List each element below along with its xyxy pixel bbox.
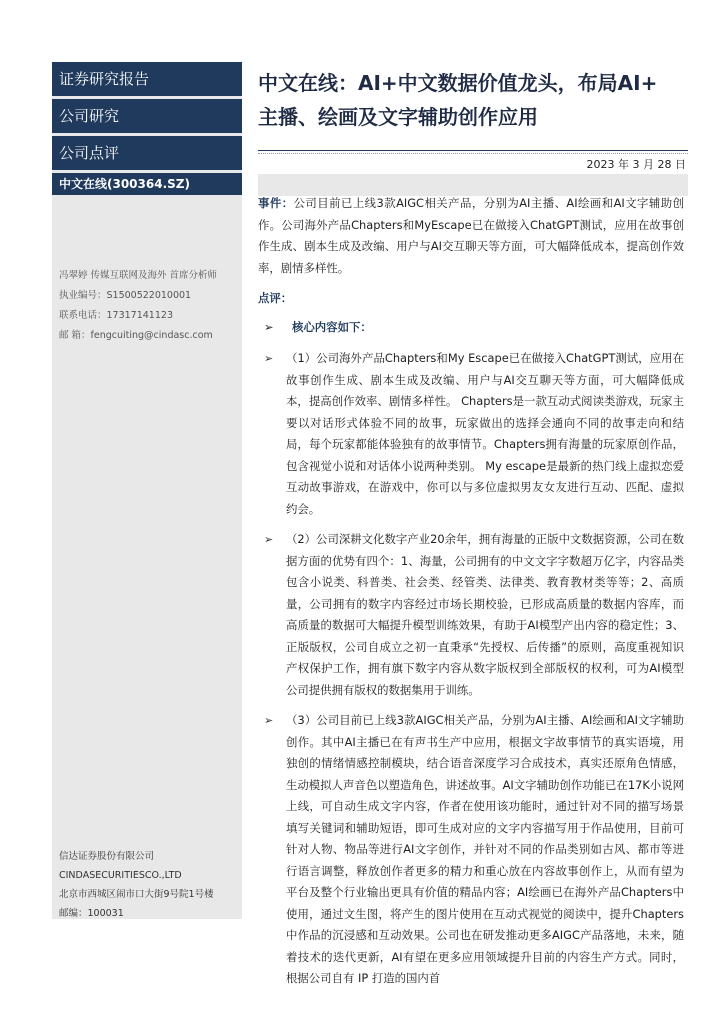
list-item: [258, 529, 684, 701]
list-item: [258, 710, 684, 990]
company-name-cn: 信达证券股份有限公司: [59, 851, 155, 862]
bullet-arrow-icon: ➢: [264, 714, 274, 727]
core-content-heading: [258, 317, 684, 339]
report-body: [258, 193, 684, 990]
bullet-arrow-icon: ➢: [264, 319, 274, 334]
category-label: 公司研究: [52, 99, 242, 133]
company-info: [59, 847, 239, 923]
analyst-name: 冯翠婷 传媒互联网及海外 首席分析师: [59, 270, 218, 281]
title-divider-dotted: [258, 153, 688, 154]
event-label: 事件：: [258, 196, 294, 210]
analyst-license: 执业编号：S1500522010001: [59, 290, 192, 301]
report-date: 2023 年 3 月 28 日: [586, 158, 686, 171]
list-item-text: （1）公司海外产品Chapters和My Escape已在做接入ChatGPT测试，应用在故事创作生成、剧本生成及改编、用户与AI交互聊天等方面，可大幅降低成本，提高创作效率、剧情多样性。 Chapters是一款互动式阅读类游戏，玩家主要以对话形式体验不同的故事，玩家做出的选择会通向不同的故事走向和结局，每个玩家都能体验独有的故事情节。Chapters拥有海量的玩家原创作品，包含视觉小说和对话体小说两种类别。 My escape是最新的热门线上虚拟恋爱互动故事游戏，在游戏中，你可以与多位虚拟男友女友进行互动、匹配、虚拟约会。: [286, 351, 684, 516]
company-postcode: 邮编：100031: [59, 908, 124, 919]
title-line-1: 中文在线：AI+中文数据价值龙头，布局AI+: [258, 71, 658, 95]
analyst-phone: 联系电话：17317141123: [59, 310, 173, 321]
title-divider: [258, 150, 688, 151]
bullet-arrow-icon: ➢: [264, 352, 274, 365]
bullet-arrow-icon: ➢: [264, 533, 274, 546]
page-title: [258, 66, 698, 134]
sidebar: [52, 62, 242, 919]
analyst-email[interactable]: 邮 箱：fengcuiting@cindasc.com: [59, 330, 213, 341]
report-type-label: 证券研究报告: [52, 62, 242, 96]
stock-code: 中文在线(300364.SZ): [52, 173, 242, 195]
list-item: [258, 348, 684, 520]
list-item-text: （2）公司深耕文化数字产业20余年，拥有海量的正版中文数据资源，公司在数据方面的优势有四个：1、海量，公司拥有的中文文字字数超万亿字，内容品类包含小说类、科普类、社会类、经管类、法律类、教育教材类等等；2、高质量，公司拥有的数字内容经过市场长期校验，已形成高质量的数据内容库，而高质量的数据可大幅提升模型训练效果，有助于AI模型产出内容的稳定性；3、正版版权，公司自成立之初一直秉承“先授权、后传播”的原则，高度重视知识产权保护工作，拥有旗下数字内容从数字版权到全部版权的权利，可为AI模型公司提供拥有版权的数据集用于训练。: [286, 532, 684, 697]
core-content-label: 核心内容如下：: [292, 319, 372, 334]
title-line-2: 主播、绘画及文字辅助创作应用: [258, 105, 538, 129]
comment-heading: [258, 288, 684, 310]
event-text: 公司目前已上线3款AIGC相关产品，分别为AI主播、AI绘画和AI文字辅助创作。公司海外产品Chapters和MyEscape已在做接入ChatGPT测试，应用在故事创作生成、剧本生成及改编、用户与AI交互聊天等方面，可大幅降低成本，提高创作效率，剧情多样性。: [258, 196, 684, 275]
event-paragraph: [258, 193, 684, 279]
analyst-info: [59, 266, 239, 346]
company-name-en: CINDASECURITIESCO.,LTD: [59, 870, 182, 881]
list-item-text: （3）公司目前已上线3款AIGC相关产品，分别为AI主播、AI绘画和AI文字辅助创作。其中AI主播已在有声书生产中应用，根据文字故事情节的真实语境，用独创的情绪情感控制模块，结合语音深度学习合成技术，真实还原角色情感，生动模拟人声音色以塑造角色，讲述故事。AI文字辅助创作功能已在17K小说网上线，可自动生成文字内容，作者在使用该功能时，通过针对不同的描写场景填写关键词和辅助短语，即可生成对应的文字内容描写用于作品使用，目前可针对人物、物品等进行AI文字创作，并针对不同的作品类别如古风、都市等进行语言调整，释放创作者更多的精力和重心放在内容故事创作上，从而有望为平台及整个行业输出更具有价值的精品内容；AI绘画已在海外产品Chapters中使用，通过文生图，将产生的图片使用在互动式视觉的阅读中，提升Chapters中作品的沉浸感和互动效果。公司也在研发推动更多AIGC产品落地，未来，随着技术的迭代更新，AI有望在更多应用领域提升目前的内容生产方式。同时，根据公司自有 IP 打造的国内首: [286, 713, 684, 985]
company-address: 北京市西城区闹市口大街9号院1号楼: [59, 889, 214, 900]
subcategory-label: 公司点评: [52, 136, 242, 170]
comment-label: 点评：: [258, 291, 293, 305]
